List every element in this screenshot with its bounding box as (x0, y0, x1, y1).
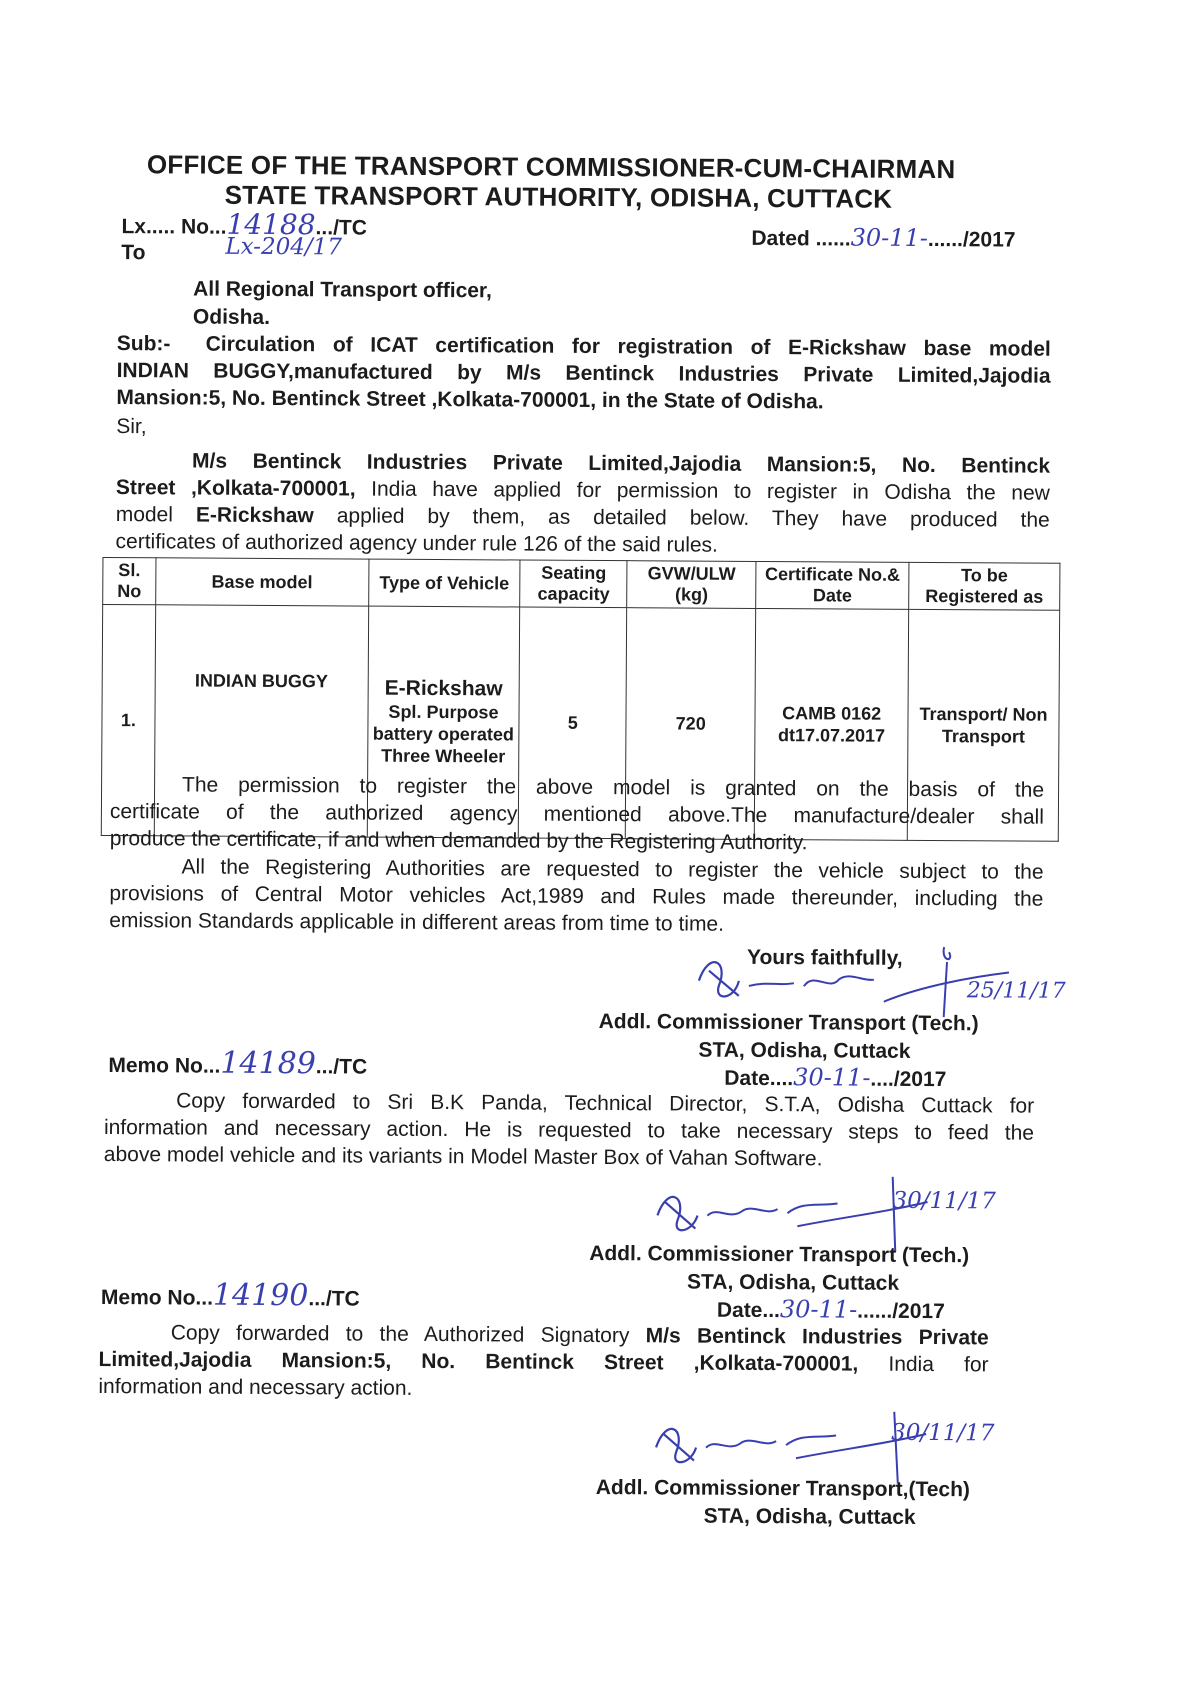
memo-1-label: Memo No (108, 1054, 203, 1078)
paragraph-line: emission Standards applicable in different areas from time to time. (109, 909, 725, 936)
intro-address: Street ,Kolkata-700001, (115, 476, 356, 501)
intro-text: India have applied for permission to register in Odisha the new (355, 477, 1050, 505)
memo-2-date-dots: ... (762, 1299, 781, 1323)
table-header-seating: Seating capacity (520, 560, 627, 608)
memo-1-handwritten-number: 14189 (220, 1045, 316, 1082)
registering-paragraph (109, 853, 1043, 940)
memo-2-text: Copy forwarded to the Authorized Signatory (170, 1321, 646, 1348)
memo-2-label: Memo No (100, 1285, 196, 1310)
office-heading: OFFICE OF THE TRANSPORT COMMISSIONER-CUM-CHAIRMAN (146, 149, 956, 185)
paragraph-line: Copy forwarded to Sri B.K Panda, Technical Director, S.T.A, Odisha Cuttack for (176, 1089, 1035, 1118)
memo-2-number-line (100, 1277, 360, 1314)
memo-2-address: Limited,Jajodia Mansion:5, No. Bentinck Street ,Kolkata-700001, (98, 1347, 859, 1376)
subject-block (116, 330, 1050, 417)
table-header-row (103, 557, 1060, 610)
dated-dots: ...... (815, 227, 851, 251)
dated-handwritten: 30-11- (850, 223, 929, 252)
memo-2-text: information and necessary action. (98, 1374, 413, 1400)
addressee-line-2: Odisha. (192, 305, 271, 329)
permission-paragraph (110, 771, 1044, 858)
memo-2-handwritten-number: 14190 (212, 1277, 309, 1314)
subject-line: Mansion:5, No. Bentinck Street ,Kolkata-700001, in the State of Odisha. (116, 386, 824, 414)
letter-number-dots-trailing: ... (315, 216, 334, 240)
paragraph-line: above model vehicle and its variants in Model Master Box of Vahan Software. (103, 1142, 823, 1171)
handwritten-reference: Lx-204/17 (225, 233, 342, 261)
subject-line: INDIAN BUGGY,manufactured by M/s Bentinck Industries Private Limited,Jajodia (116, 359, 1051, 388)
memo-1-date-dots: .... (769, 1067, 794, 1091)
memo-1-date-label: Date (724, 1066, 770, 1091)
cell-certificate: CAMB 0162 dt17.07.2017 (754, 608, 908, 840)
office-1: STA, Odisha, Cuttack (698, 1038, 911, 1063)
memo-2-suffix: /TC (325, 1287, 360, 1311)
subject-line: Circulation of ICAT certification for registration of E-Rickshaw base model (205, 332, 1051, 361)
memo-1-suffix: /TC (333, 1055, 368, 1079)
signature-1-date: 25/11/17 (966, 978, 1066, 1004)
intro-text: model (115, 503, 196, 527)
intro-model: E-Rickshaw (195, 503, 314, 528)
paragraph-line: information and necessary action. He is requested to take necessary steps to feed the (103, 1115, 1035, 1145)
cell-type-main: E-Rickshaw (384, 676, 503, 701)
memo-2-dots-trailing: ... (308, 1287, 326, 1311)
memo-1-number-line (108, 1045, 368, 1082)
office-3: STA, Odisha, Cuttack (703, 1504, 916, 1529)
paragraph-line: certificate of the authorized agency mentioned above.The manufacture/dealer shall (109, 800, 1044, 829)
intro-text: applied by them, as detailed below. They have produced the (313, 504, 1050, 532)
cell-seating: 5 (519, 607, 627, 839)
table-header-sl: Sl. No (103, 557, 156, 604)
memo-1-paragraph (104, 1087, 1034, 1174)
memo-1-dots: ... (202, 1054, 221, 1078)
memo-1-date-handwritten: 30-11- (793, 1063, 871, 1092)
to-label: To (121, 241, 146, 265)
memo-1-date-year: /2017 (893, 1067, 947, 1092)
dated-label: Dated (751, 226, 816, 251)
designation-2: Addl. Commissioner Transport (Tech.) (589, 1241, 970, 1268)
paragraph-line: The permission to register the above model is granted on the basis of the (182, 773, 1045, 802)
paragraph-line: provisions of Central Motor vehicles Act,1989 and Rules made thereunder, including the (109, 882, 1044, 911)
designation-1: Addl. Commissioner Transport (Tech.) (598, 1009, 979, 1036)
signature-2-date: 30/11/17 (892, 1187, 996, 1215)
paragraph-line: All the Registering Authorities are requested to register the vehicle subject to the (181, 855, 1044, 884)
cell-registered-as: Transport/ Non Transport (907, 609, 1059, 841)
table-header-gvw: GVW/ULW (kg) (627, 561, 756, 609)
addressee-line-1: All Regional Transport officer, (193, 277, 492, 303)
memo-2-date-handwritten: 30-11- (779, 1295, 858, 1324)
letter-number-suffix: /TC (333, 216, 368, 240)
signature-3-date: 30/11/17 (891, 1419, 995, 1447)
dated-line (751, 223, 1015, 255)
memo-2-text: India for (858, 1352, 989, 1377)
cell-gvw: 720 (626, 608, 756, 840)
memo-2-date-label: Date (716, 1298, 763, 1323)
letter-number-handwritten: 14188 (226, 207, 316, 242)
memo-2-date-year: /2017 (892, 1299, 945, 1324)
intro-paragraph (115, 447, 1050, 561)
memo-2-date-line (717, 1295, 945, 1326)
letter-number-prefix: Lx..... No (121, 215, 210, 239)
intro-text: certificates of authorized agency under rule 126 of the said rules. (115, 530, 718, 557)
salutation: Sir, (116, 415, 147, 439)
letter-number-dots: ... (208, 215, 227, 239)
memo-1-date-dots-trailing: .... (870, 1067, 894, 1091)
intro-applicant: M/s Bentinck Industries Private Limited,Jajodia Mansion:5, No. Bentinck (191, 449, 1051, 478)
subject-label: Sub:- (116, 332, 171, 356)
cell-base-model: INDIAN BUGGY (154, 605, 368, 837)
authority-heading: STATE TRANSPORT AUTHORITY, ODISHA, CUTTACK (224, 179, 893, 214)
office-2: STA, Odisha, Cuttack (686, 1270, 900, 1295)
memo-2-paragraph (98, 1319, 988, 1405)
memo-1-date-line (724, 1063, 946, 1094)
table-header-registered-as: To be Registered as (909, 562, 1060, 610)
dated-dots-trailing: ...... (927, 227, 964, 252)
cell-type-detail: Spl. Purpose battery operated Three Wheeler (372, 701, 514, 767)
paragraph-line: produce the certificate, if and when demanded by the Registering Authority. (109, 827, 808, 855)
cell-sl: 1. (101, 604, 155, 835)
memo-2-dots: ... (195, 1286, 214, 1310)
memo-2-recipient: M/s Bentinck Industries Private (645, 1324, 989, 1350)
table-header-certificate: Certificate No.& Date (756, 561, 909, 609)
designation-3: Addl. Commissioner Transport,(Tech) (595, 1475, 971, 1502)
dated-year: /2017 (962, 228, 1016, 252)
memo-1-dots-trailing: ... (315, 1055, 334, 1079)
table-header-type: Type of Vehicle (368, 559, 520, 607)
memo-2-date-dots-trailing: ...... (857, 1299, 893, 1323)
table-header-base-model: Base model (156, 558, 369, 606)
yours-faithfully: Yours faithfully, (746, 945, 903, 970)
